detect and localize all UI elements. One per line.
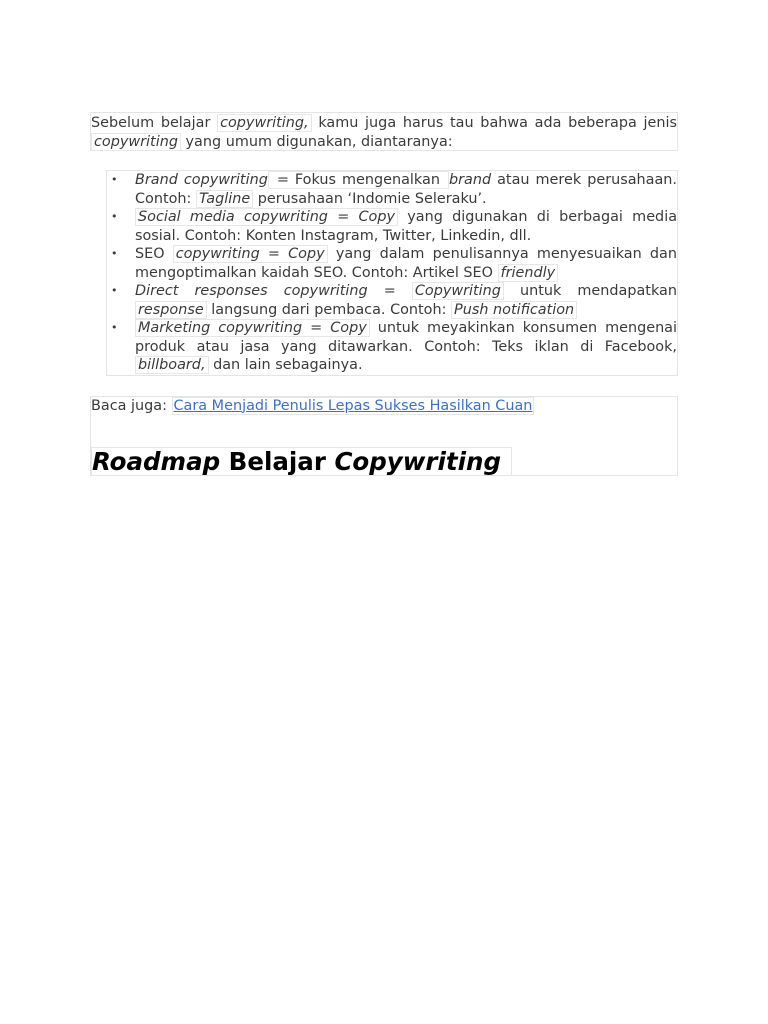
list-item-direct-response	[111, 282, 677, 319]
bullet-icon: •	[111, 321, 118, 334]
list-item-emphasis: Tagline	[196, 190, 253, 208]
bullet-icon: •	[111, 284, 118, 297]
list-item-text: yang dalam penulisannya menyesuaikan dan mengoptimalkan kaidah SEO. Contoh: Artikel SEO	[135, 246, 677, 281]
intro-text-3: yang umum digunakan, diantaranya:	[180, 133, 453, 150]
intro-emphasis-1: copywriting,	[217, 114, 312, 132]
bullet-icon: •	[111, 210, 118, 223]
list-item-term: Marketing copywriting = Copy	[135, 319, 370, 337]
related-article-line	[91, 397, 534, 416]
list-item-text: SEO	[135, 246, 173, 262]
list-item-term: copywriting = Copy	[173, 245, 328, 263]
related-article-link[interactable]: Cara Menjadi Penulis Lepas Sukses Hasilkan Cuan	[173, 397, 533, 414]
list-item-text: = Fokus mengenalkan	[268, 171, 449, 189]
heading-emphasis-2: Copywriting	[334, 446, 501, 476]
list-item-text: untuk mendapatkan	[503, 283, 677, 299]
list-item-text: perusahaan ‘Indomie Seleraku’.	[253, 190, 487, 207]
section-heading	[91, 447, 512, 476]
intro-text-1: Sebelum belajar	[91, 115, 218, 131]
list-item-text: =	[367, 283, 412, 299]
list-item-emphasis: Push notification	[451, 301, 577, 319]
list-item-emphasis: brand	[448, 172, 492, 188]
list-item-emphasis: billboard,	[135, 356, 209, 374]
list-item-term: Brand copywriting	[135, 172, 268, 188]
list-item-brand	[111, 171, 677, 208]
heading-text: Belajar	[220, 446, 335, 476]
list-item-text: yang digunakan di berbagai media sosial. Contoh: Konten Instagram, Twitter, Linkedin, dll.	[135, 209, 678, 244]
list-item-text: atau merek perusahaan. Contoh:	[135, 172, 677, 207]
bullet-icon: •	[111, 173, 118, 186]
list-item-text: langsung dari pembaca. Contoh:	[206, 301, 452, 318]
list-item-term: Social media copywriting = Copy	[135, 208, 398, 226]
list-item-emphasis: response	[135, 301, 207, 319]
list-item-text: untuk meyakinkan konsumen mengenai produk atau jasa yang ditawarkan. Contoh: Teks iklan di Facebook,	[135, 320, 678, 355]
list-item-seo	[111, 245, 677, 282]
bullet-icon: •	[111, 247, 118, 260]
list-item-text: dan lain sebagainya.	[208, 357, 363, 373]
copywriting-types-list	[106, 170, 678, 376]
intro-text-2: kamu juga harus tau bahwa ada beberapa jenis	[311, 115, 677, 131]
intro-paragraph	[90, 112, 678, 151]
intro-emphasis-2: copywriting	[91, 133, 181, 151]
heading-emphasis-1: Roadmap	[92, 446, 221, 476]
article-body	[90, 112, 678, 476]
related-article-block	[90, 396, 678, 476]
list-item-marketing	[111, 319, 678, 375]
list-item-social-media	[111, 208, 678, 245]
list-item-emphasis: friendly	[498, 264, 559, 282]
list-item-term: Direct responses copywriting	[135, 283, 368, 299]
related-article-label: Baca juga:	[91, 397, 172, 414]
list-item-emphasis: Copywriting	[412, 282, 504, 300]
